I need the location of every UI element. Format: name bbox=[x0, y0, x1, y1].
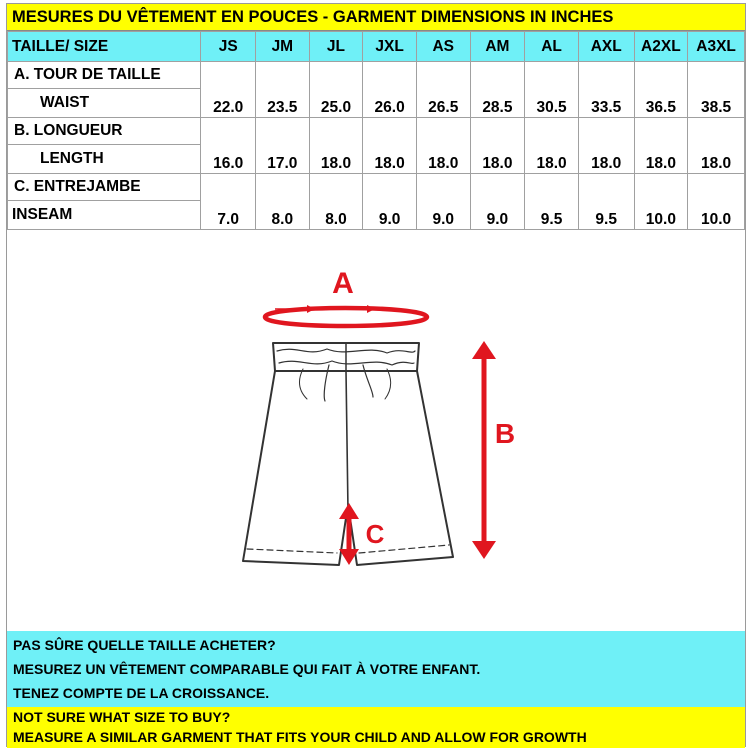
table-cell: 28.5 bbox=[470, 62, 525, 118]
row-label-en: LENGTH bbox=[8, 145, 201, 174]
row-label-fr: A. TOUR DE TAILLE bbox=[8, 62, 201, 89]
table-cell: 10.0 bbox=[634, 174, 688, 230]
size-header-label: TAILLE/ SIZE bbox=[8, 32, 201, 62]
table-cell: 8.0 bbox=[256, 174, 310, 230]
table-cell: 16.0 bbox=[201, 118, 256, 174]
table-cell: 18.0 bbox=[578, 118, 634, 174]
table-cell: 7.0 bbox=[201, 174, 256, 230]
note-english bbox=[7, 707, 745, 748]
size-header-row bbox=[8, 32, 745, 62]
table-cell: 22.0 bbox=[201, 62, 256, 118]
table-cell: 18.0 bbox=[470, 118, 525, 174]
waist-arrow bbox=[265, 305, 427, 326]
label-c: C bbox=[365, 519, 385, 549]
row-label-en: INSEAM bbox=[8, 201, 201, 230]
shorts-illustration bbox=[7, 231, 745, 631]
shorts-diagram bbox=[7, 231, 745, 631]
note-en-line: MEASURE A SIMILAR GARMENT THAT FITS YOUR CHILD AND ALLOW FOR GROWTH bbox=[13, 729, 587, 745]
size-col-header: JXL bbox=[363, 32, 417, 62]
size-col-header: JS bbox=[201, 32, 256, 62]
table-cell: 23.5 bbox=[256, 62, 310, 118]
table-cell: 9.5 bbox=[578, 174, 634, 230]
table-cell: 36.5 bbox=[634, 62, 688, 118]
table-cell: 9.0 bbox=[363, 174, 417, 230]
size-table bbox=[7, 31, 745, 230]
note-french bbox=[7, 631, 745, 707]
table-cell: 26.5 bbox=[416, 62, 470, 118]
size-col-header: JL bbox=[309, 32, 363, 62]
size-col-header: A3XL bbox=[688, 32, 745, 62]
table-cell: 18.0 bbox=[525, 118, 579, 174]
size-col-header: AL bbox=[525, 32, 579, 62]
row-label-fr: C. ENTREJAMBE bbox=[8, 174, 201, 201]
note-fr-line: MESUREZ UN VÊTEMENT COMPARABLE QUI FAIT À VOTRE ENFANT. bbox=[13, 661, 481, 677]
table-cell: 18.0 bbox=[688, 118, 745, 174]
table-cell: 8.0 bbox=[309, 174, 363, 230]
table-cell: 17.0 bbox=[256, 118, 310, 174]
size-col-header: AXL bbox=[578, 32, 634, 62]
table-cell: 9.5 bbox=[525, 174, 579, 230]
size-col-header: A2XL bbox=[634, 32, 688, 62]
table-cell: 9.0 bbox=[470, 174, 525, 230]
table-cell: 25.0 bbox=[309, 62, 363, 118]
row-label-fr: B. LONGUEUR bbox=[8, 118, 201, 145]
table-cell: 30.5 bbox=[525, 62, 579, 118]
row-label-en: WAIST bbox=[8, 89, 201, 118]
label-a: A bbox=[332, 267, 354, 300]
table-cell: 18.0 bbox=[309, 118, 363, 174]
table-cell: 26.0 bbox=[363, 62, 417, 118]
length-arrow bbox=[472, 341, 496, 559]
table-row bbox=[8, 118, 745, 145]
size-col-header: AS bbox=[416, 32, 470, 62]
label-b: B bbox=[494, 418, 516, 449]
table-cell: 10.0 bbox=[688, 174, 745, 230]
table-cell: 9.0 bbox=[416, 174, 470, 230]
table-cell: 18.0 bbox=[363, 118, 417, 174]
note-fr-line: PAS SÛRE QUELLE TAILLE ACHETER? bbox=[13, 637, 276, 653]
size-col-header: AM bbox=[470, 32, 525, 62]
table-row bbox=[8, 174, 745, 201]
note-en-line: NOT SURE WHAT SIZE TO BUY? bbox=[13, 709, 231, 725]
table-cell: 33.5 bbox=[578, 62, 634, 118]
size-chart bbox=[6, 3, 746, 747]
table-cell: 18.0 bbox=[634, 118, 688, 174]
table-row bbox=[8, 62, 745, 89]
note-fr-line: TENEZ COMPTE DE LA CROISSANCE. bbox=[13, 685, 270, 701]
table-cell: 18.0 bbox=[416, 118, 470, 174]
chart-title: MESURES DU VÊTEMENT EN POUCES - GARMENT DIMENSIONS IN INCHES bbox=[7, 4, 745, 31]
size-col-header: JM bbox=[256, 32, 310, 62]
table-cell: 38.5 bbox=[688, 62, 745, 118]
